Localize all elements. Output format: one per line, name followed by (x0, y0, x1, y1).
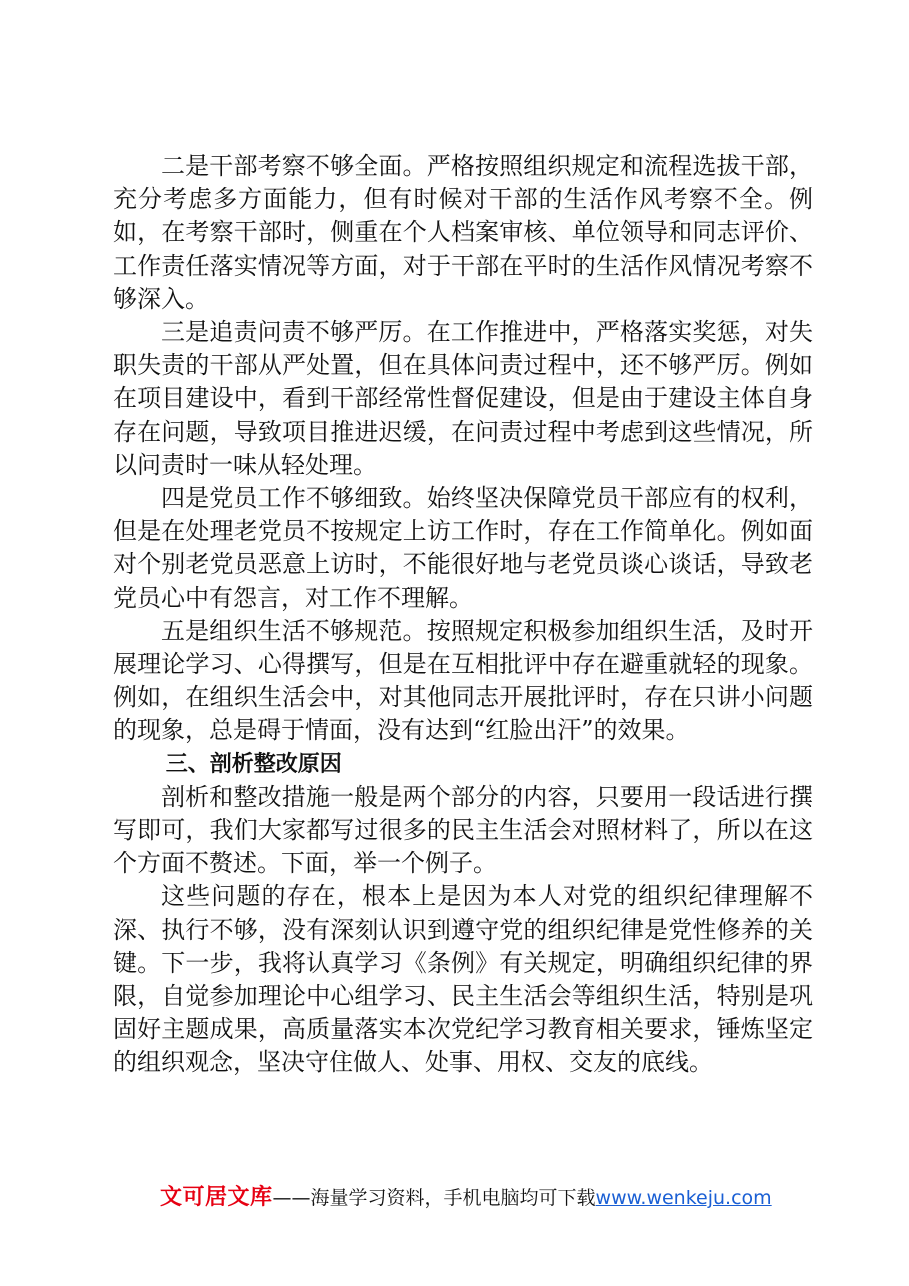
footer-url-link[interactable]: www.wenkeju.com (595, 1187, 772, 1209)
footer-banner (160, 1183, 800, 1213)
document-body (113, 150, 813, 1080)
footer-dash: —— (272, 1187, 311, 1209)
paragraph-analysis-intro: 剖析和整改措施一般是两个部分的内容，只要用一段话进行撰写即可，我们大家都写过很多的民主生活会对照材料了，所以在这个方面不赘述。下面，举一个例子。 (113, 782, 813, 878)
paragraph-cadre-inspection: 二是干部考察不够全面。严格按照组织规定和流程选拔干部，充分考虑多方面能力，但有时候对干部的生活作风考察不全。例如，在考察干部时，侧重在个人档案审核、单位领导和同志评价、工作责任落实情况等方面，对于干部在平时的生活作风情况考察不够深入。 (113, 152, 813, 313)
footer-tagline: 海量学习资料，手机电脑均可下载 (310, 1187, 596, 1209)
paragraph-organization-life: 五是组织生活不够规范。按照规定积极参加组织生活，及时开展理论学习、心得撰写，但是在互相批评中存在避重就轻的现象。例如，在组织生活会中，对其他同志开展批评时，存在只讲小问题的现象，总是碍于情面，没有达到“红脸出汗”的效果。 (113, 616, 813, 745)
section-heading: 三、剖析整改原因 (165, 751, 342, 777)
paragraph-accountability: 三是追责问责不够严厉。在工作推进中，严格落实奖惩，对失职失责的干部从严处置，但在具体问责过程中，还不够严厉。例如在项目建设中，看到干部经常性督促建设，但是由于建设主体自身存在问题，导致项目推进迟缓，在问责过程中考虑到这些情况，所以问责时一味从轻处理。 (113, 318, 813, 479)
paragraph-analysis-example: 这些问题的存在，根本上是因为本人对党的组织纪律理解不深、执行不够，没有深刻认识到遵守党的组织纪律是党性修养的关键。下一步，我将认真学习《条例》有关规定，明确组织纪律的界限，自觉参加理论中心组学习、民主生活会等组织生活，特别是巩固好主题成果，高质量落实本次党纪学习教育相关要求，锤炼坚定的组织观念，坚决守住做人、处事、用权、交友的底线。 (113, 882, 813, 1077)
paragraph-party-member-work: 四是党员工作不够细致。始终坚决保障党员干部应有的权利，但是在处理老党员不按规定上访工作时，存在工作简单化。例如面对个别老党员恶意上访时，不能很好地与老党员谈心谈话，导致老党员心中有怨言，对工作不理解。 (113, 484, 813, 612)
footer-brand: 文可居文库 (160, 1185, 273, 1210)
